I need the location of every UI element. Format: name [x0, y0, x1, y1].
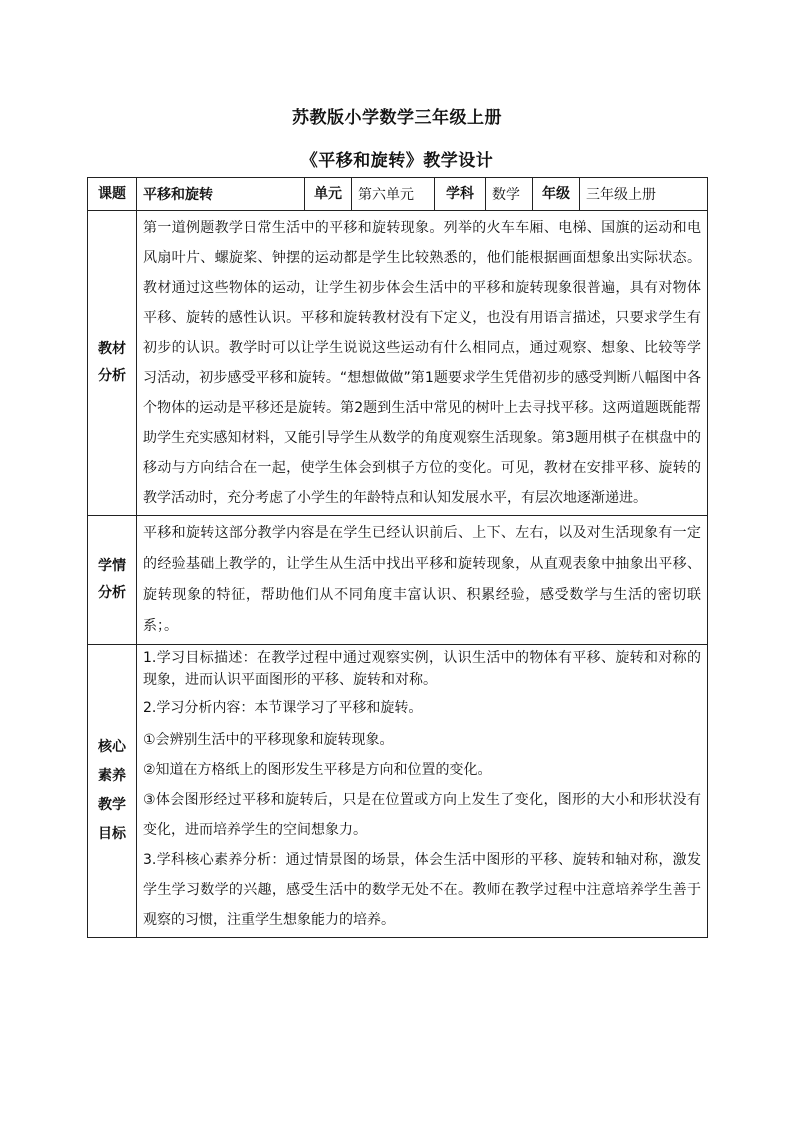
- goal-paragraph-3: ①会辨别生活中的平移现象和旋转现象。: [143, 732, 394, 748]
- core-goals-content: [137, 645, 708, 938]
- goal-paragraph-5: ③体会图形经过平移和旋转后，只是在位置或方向上发生了变化，图形的大小和形状没有变化，进而培养学生的空间想象力。: [143, 792, 701, 838]
- materials-analysis-text: 第一道例题教学日常生活中的平移和旋转现象。列举的火车车厢、电梯、国旗的运动和电风扇叶片、螺旋桨、钟摆的运动都是学生比较熟悉的，他们能根据画面想象出实际状态。教材通过这些物体的运动，让学生初步体会生活中的平移和旋转现象很普遍，具有对物体平移、旋转的感性认识。平移和旋转教材没有下定义，也没有用语言描述，只要求学生有初步的认识。教学时可以让学生说说这些运动有什么相同点，通过观察、想象、比较等学习活动，初步感受平移和旋转。“想想做做”第1题要求学生凭借初步的感受判断八幅图中各个物体的运动是平移还是旋转。第2题到生活中常见的树叶上去寻找平移。这两道题既能帮助学生充实感知材料，又能引导学生从数学的角度观察生活现象。第3题用棋子在棋盘中的移动与方向结合在一起，使学生体会到棋子方位的变化。可见，教材在安排平移、旋转的教学活动时，充分考虑了小学生的年龄特点和认知发展水平，有层次地逐渐递进。: [137, 211, 708, 516]
- topic-value: 平移和旋转: [137, 178, 305, 211]
- core-goals-row: [88, 645, 708, 938]
- student-analysis-row: [88, 516, 708, 645]
- student-analysis-label: 学情 分析: [88, 516, 137, 645]
- subject-label: 学科: [435, 178, 486, 211]
- unit-value: 第六单元: [352, 178, 435, 211]
- goal-paragraph-1: 1.学习目标描述：在教学过程中通过观察实例，认识生活中的物体有平移、旋转和对称的现象，进而认识平面图形的平移、旋转和对称。: [143, 650, 701, 688]
- materials-analysis-label: 教材 分析: [88, 211, 137, 516]
- goal-paragraph-4: ②知道在方格纸上的图形发生平移是方向和位置的变化。: [143, 762, 492, 778]
- subject-value: 数学: [486, 178, 533, 211]
- materials-analysis-row: [88, 211, 708, 516]
- goal-paragraph-6: 3.学科核心素养分析：通过情景图的场景，体会生活中图形的平移、旋转和轴对称，激发学生学习数学的兴趣，感受生活中的数学无处不在。教师在教学过程中注意培养学生善于观察的习惯，注重学生想象能力的培养。: [143, 852, 701, 928]
- topic-label: 课题: [88, 178, 137, 211]
- grade-value: 三年级上册: [580, 178, 708, 211]
- document-title: 苏教版小学数学三年级上册: [292, 108, 502, 128]
- lesson-plan-table: [87, 177, 708, 938]
- grade-label: 年级: [533, 178, 580, 211]
- core-goals-label: 核心 素养 教学 目标: [88, 645, 137, 938]
- document-subtitle: 《平移和旋转》教学设计: [300, 151, 494, 171]
- info-row: [88, 178, 708, 211]
- student-analysis-text: 平移和旋转这部分教学内容是在学生已经认识前后、上下、左右，以及对生活现象有一定的经验基础上教学的，让学生从生活中找出平移和旋转现象，从直观表象中抽象出平移、旋转现象的特征，帮助他们从不同角度丰富认识、积累经验，感受数学与生活的密切联系；。: [137, 516, 708, 645]
- unit-label: 单元: [305, 178, 352, 211]
- goal-paragraph-2: 2.学习分析内容：本节课学习了平移和旋转。: [143, 700, 423, 716]
